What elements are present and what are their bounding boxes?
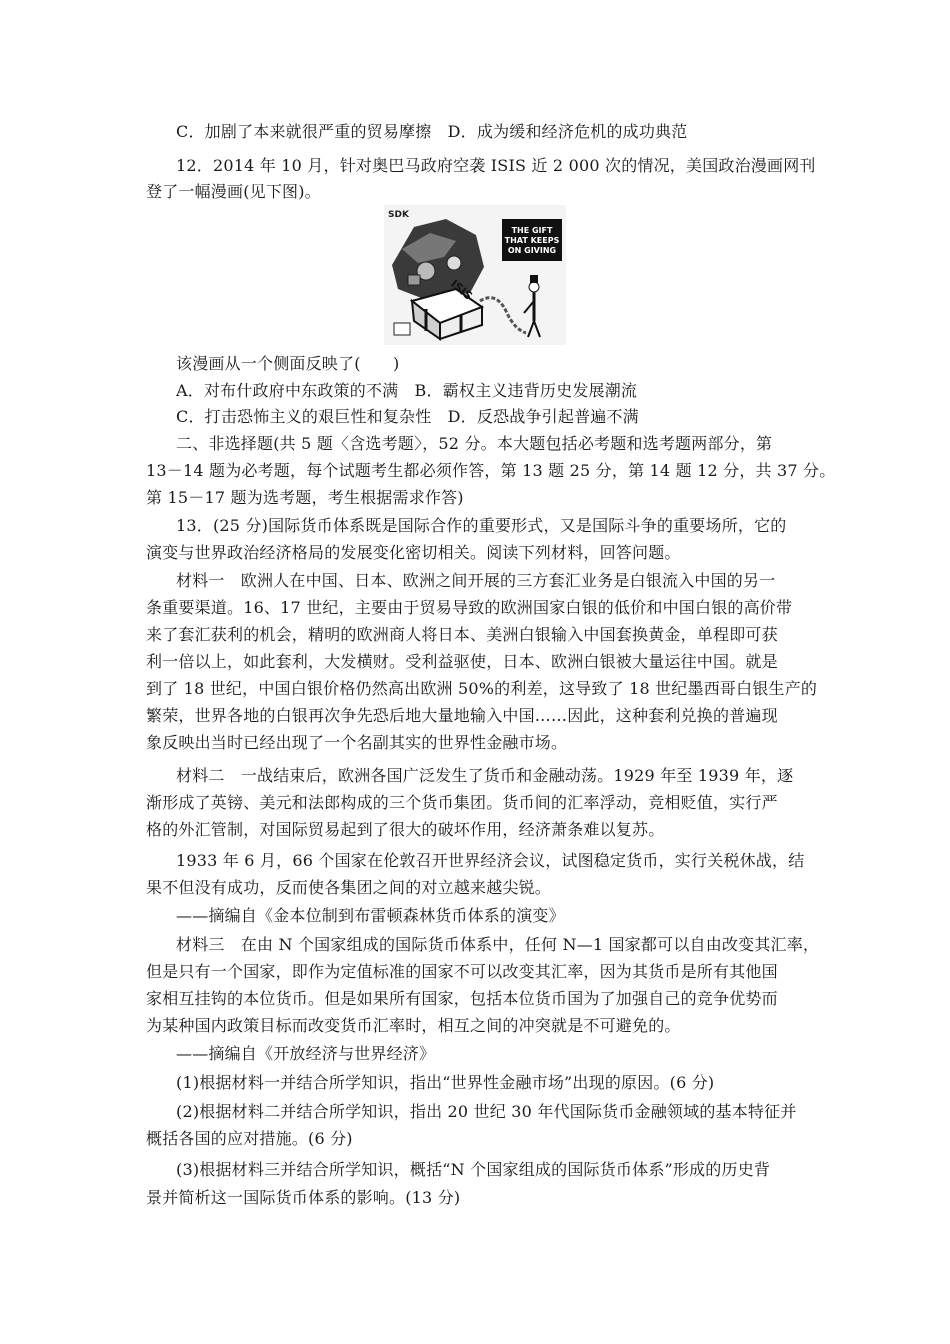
cartoon-signature: SDK	[388, 210, 409, 220]
q13-sub3-line2: 景并简析这一国际货币体系的影响。(13 分)	[146, 1188, 461, 1207]
q13-sub3-line1: (3)根据材料三并结合所学知识，概括“N 个国家组成的国际货币体系”形成的历史背	[176, 1160, 771, 1179]
material3-line4: 为某种国内政策目标而改变货币汇率时，相互之间的冲突就是不可避免的。	[146, 1016, 681, 1035]
cartoon-caption-line3: ON GIVING	[507, 246, 557, 255]
material3-line1: 材料三 在由 N 个国家组成的国际货币体系中，任何 N—1 国家都可以自由改变其汇率，	[176, 935, 820, 954]
q11-options-cd: C．加剧了本来就很严重的贸易摩擦 D．成为缓和经济危机的成功典范	[176, 122, 688, 141]
q13-sub1: (1)根据材料一并结合所学知识，指出“世界性金融市场”出现的原因。(6 分)	[176, 1073, 715, 1092]
material3-line3: 家相互挂钩的本位货币。但是如果所有国家，包括本位货币国为了加强自己的竞争优势而	[146, 989, 778, 1008]
material2-line5: 果不但没有成功，反而使各集团之间的对立越来越尖锐。	[146, 878, 552, 897]
material1-line3: 来了套汇获利的机会，精明的欧洲商人将日本、美洲白银输入中国套换黄金，单程即可获	[146, 625, 778, 644]
material1-line1: 材料一 欧洲人在中国、日本、欧洲之间开展的三方套汇业务是白银流入中国的另一	[176, 571, 776, 590]
q13-intro-line2: 演变与世界政治经济格局的发展变化密切相关。阅读下列材料，回答问题。	[146, 543, 681, 562]
section2-line2: 13－14 题为必考题，每个试题考生都必须作答，第 13 题 25 分，第 14 题 12 分，共 37 分。	[146, 461, 836, 480]
q12-stem-line1: 12．2014 年 10 月，针对奥巴马政府空袭 ISIS 近 2 000 次的情况，美国政治漫画网刊	[176, 156, 816, 175]
q13-sub2-line1: (2)根据材料二并结合所学知识，指出 20 世纪 30 年代国际货币金融领域的基本特征并	[176, 1102, 797, 1121]
material2-line2: 渐形成了英镑、美元和法郎构成的三个货币集团。货币间的汇率浮动，竞相贬值，实行严	[146, 793, 778, 812]
material1-line2: 条重要渠道。16、17 世纪，主要由于贸易导致的欧洲国家白银的低价和中国白银的高价带	[146, 598, 793, 617]
q13-sub2-line2: 概括各国的应对措施。(6 分)	[146, 1129, 353, 1148]
cartoon-caption-line1: THE GIFT	[511, 226, 553, 235]
q12-question: 该漫画从一个侧面反映了( )	[176, 354, 400, 373]
material1-line4: 利一倍以上，如此套利，大发横财。受利益驱使，日本、欧洲白银被大量运往中国。就是	[146, 652, 778, 671]
material2-line1: 材料二 一战结束后，欧洲各国广泛发生了货币和金融动荡。1929 年至 1939 年，逐	[176, 766, 794, 785]
material2-line4: 1933 年 6 月，66 个国家在伦敦召开世界经济会议，试图稳定货币，实行关税休战，结	[176, 851, 805, 870]
section2-line1: 二、非选择题(共 5 题〈含选考题〉，52 分。本大题包括必考题和选考题两部分，第	[176, 434, 773, 453]
material2-line3: 格的外汇管制，对国际贸易起到了很大的破坏作用，经济萧条难以复苏。	[146, 820, 665, 839]
material3-line2: 但是只有一个国家，即作为定值标准的国家不可以改变其汇率，因为其货币是所有其他国	[146, 962, 778, 981]
political-cartoon	[384, 205, 566, 345]
cartoon-box-label: ISIS	[448, 277, 475, 303]
material1-line6: 繁荣，世界各地的白银再次争先恐后地大量地输入中国……因此，这种套利兑换的普遍现	[146, 706, 778, 725]
q13-intro-line1: 13．(25 分)国际货币体系既是国际合作的重要形式，又是国际斗争的重要场所，它的	[176, 516, 787, 535]
q12-options-cd: C．打击恐怖主义的艰巨性和复杂性 D．反恐战争引起普遍不满	[176, 407, 639, 426]
cartoon-caption-line2: THAT KEEPS	[504, 236, 560, 245]
q12-stem-line2: 登了一幅漫画(见下图)。	[146, 182, 321, 201]
material3-source: ——摘编自《开放经济与世界经济》	[176, 1044, 436, 1063]
material1-line7: 象反映出当时已经出现了一个名副其实的世界性金融市场。	[146, 733, 568, 752]
q12-options-ab: A．对布什政府中东政策的不满 B．霸权主义违背历史发展潮流	[176, 381, 638, 400]
section2-line3: 第 15－17 题为选考题，考生根据需求作答)	[146, 488, 464, 507]
material1-line5: 到了 18 世纪，中国白银价格仍然高出欧洲 50%的利差，这导致了 18 世纪墨西哥白银生产的	[146, 679, 818, 698]
material2-source: ——摘编自《金本位制到布雷顿森林货币体系的演变》	[176, 906, 565, 925]
